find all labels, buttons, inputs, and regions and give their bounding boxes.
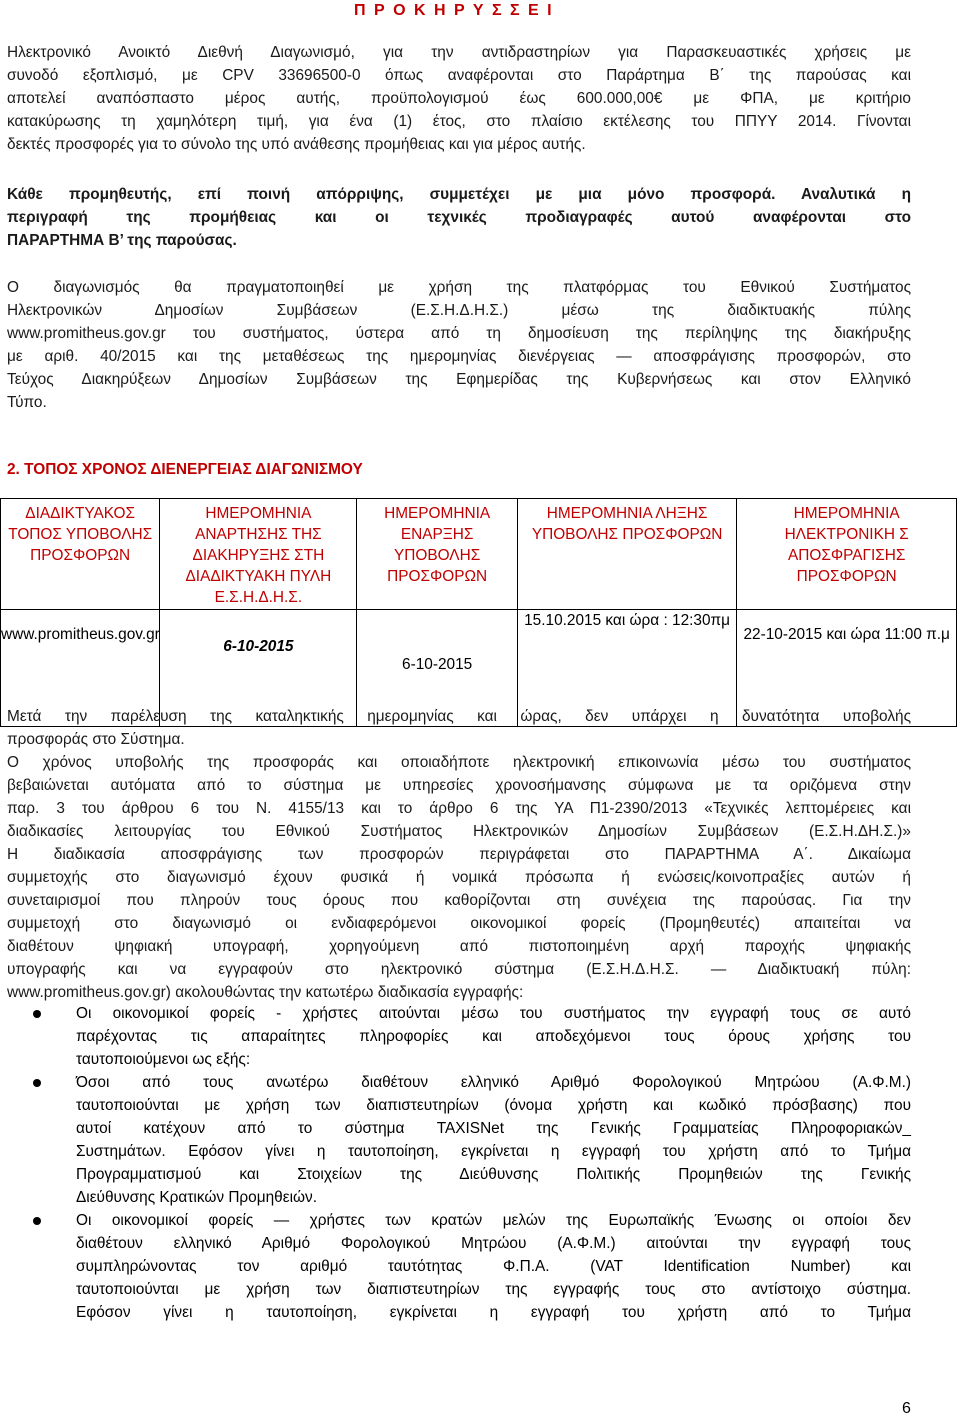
procedure-line: Ο χρόνος υποβολής της προσφοράς και οποιαδήποτε ηλεκτρονική επικοινωνία μέσω του συστήματος [7,754,911,771]
platform-line: Ηλεκτρονικών Δημοσίων Συμβάσεων (Ε.Σ.Η.Δ.Η.Σ.) μέσω της διαδικτυακής πύλης [7,302,911,319]
intro-line: Ηλεκτρονικό Ανοικτό Διεθνή Διαγωνισμό, για την αντιδραστηρίων για Παρασκευαστικές χρήσεις με [7,44,911,61]
intro-line: δεκτές προσφορές για το σύνολο της υπό ανάθεσης προμήθειας και για μέρος αυτής. [7,136,586,153]
procedure-line: παρ. 3 του άρθρου 6 του Ν. 4155/13 και το άρθρο 6 της ΥΑ Π1-2390/2013 «Τεχνικές λεπτομέρειες και [7,800,911,817]
header-cell: ΗΜΕΡΟΜΗΝΙΑ ΛΗΞΗΣ ΥΠΟΒΟΛΗΣ ΠΡΟΣΦΟΡΩΝ [517,499,737,610]
bullet-line: ταυτοποιούνται με χρήση των διαπιστευτηρίων (όνομα χρήστη και κωδικό πρόσβασης) που [76,1097,911,1114]
bullet-line: Διεύθυνσης Κρατικών Προμηθειών. [76,1189,317,1206]
list-item [0,1209,911,1324]
bullet-line: ταυτοποιούμενοι ως εξής: [76,1051,251,1068]
bullet-line: διαθέτουν ελληνικό Αριθμό Φορολογικού Μητρώου (Α.Φ.Μ.) αιτούνται την εγγραφή τους [76,1235,911,1252]
bullet-line: Οι οικονομικοί φορείς - χρήστες αιτούνται μέσω του συστήματος την εγγραφή τους σε αυτό [76,1005,911,1022]
intro-line: κατακύρωσης τη χαμηλότερη τιμή, για ένα (1) έτος, στο πλαίσιο εκτέλεσης του ΠΠΥΥ 2014. Γίνονται [7,113,911,130]
registration-steps-list [0,1002,911,1324]
bullet-line: παρέχοντας τις απαραίτητες πληροφορίες και αποδεχόμενοι τους όρους χρήσης του [76,1028,911,1045]
bullet-line: αυτοί κατέχουν από το σύστημα TAXISNet της Γενικής Γραμματείας Πληροφοριακών_ [76,1120,911,1137]
opening-date-cell: 22-10-2015 και ώρα 11:00 π.μ [737,610,957,727]
bullet-icon [33,1079,41,1087]
header-cell: ΗΜΕΡΟΜΗΝΙΑ ΕΝΑΡΞΗΣ ΥΠΟΒΟΛΗΣ ΠΡΟΣΦΟΡΩΝ [357,499,517,610]
platform-line: www.promitheus.gov.gr του συστήματος, ύστερα από τη δημοσίευση της περίληψης της διακήρυξης [7,325,911,342]
procedure-line: προσφοράς στο Σύστημα. [7,731,185,748]
bold-line: Κάθε προμηθευτής, επί ποινή απόρριψης, συμμετέχει με μια μόνο προσφορά. Αναλυτικά η [7,186,911,203]
bullet-line: ταυτοποιούνται με χρήση των διαπιστευτηρίων της εγγραφής τους στο αντίστοιχο σύστημα. [76,1281,911,1298]
header-cell: ΗΜΕΡΟΜΗΝΙΑ ΑΝΑΡΤΗΣΗΣ ΤΗΣ ΔΙΑΚΗΡΥΞΗΣ ΣΤΗ ΔΙΑΔΙΚΤΥΑΚΗ ΠΥΛΗ Ε.Σ.Η.Δ.Η.Σ. [160,499,357,610]
intro-paragraph [7,41,911,156]
bold-line: περιγραφή της προμήθειας και οι τεχνικές προδιαγραφές αυτού αναφέρονται στο [7,209,911,226]
bold-line: ΠΑΡΑΡΤΗΜΑ Β’ της παρούσας. [7,232,237,249]
procedure-line: υπογραφής και να εγγραφούν στο ηλεκτρονικό σύστημα (Ε.Σ.Η.Δ.Η.Σ. — Διαδικτυακή πύλη: [7,961,911,978]
procedure-line: διαδικασίες λειτουργίας του Εθνικού Συστήματος Ηλεκτρονικών Δημοσίων Συμβάσεων (Ε.Σ.Η.ΔΗ.Σ.)» [7,823,911,840]
platform-line: με αριθ. 40/2015 και της μεταθέσεως της ημερομηνίας διενέργειας — αποσφράγισης προσφορών, στο [7,348,911,365]
single-offer-paragraph [7,183,911,252]
end-date-cell: 15.10.2015 και ώρα : 12:30πμ [517,610,737,727]
bullet-icon [33,1217,41,1225]
bullet-line: Εφόσον γίνει η ταυτοποίηση, εγκρίνεται η εγγραφή του χρήστη από το Τμήμα [76,1304,911,1321]
list-item [0,1071,911,1209]
bullet-line: Όσοι από τους ανωτέρω διαθέτουν ελληνικό Αριθμό Φορολογικού Μητρώου (Α.Φ.Μ.) [76,1074,911,1091]
schedule-table [0,498,957,727]
procedure-line: συμμετοχής στο διαγωνισμό έχουν φυσικά ή νομικά πρόσωπα ή ενώσεις/κοινοπραξίες αυτών ή [7,869,911,886]
bullet-line: Οι οικονομικοί φορείς — χρήστες των κρατών μελών της Ευρωπαϊκής Ένωσης οι οποίοι δεν [76,1212,911,1229]
procedure-line: Η διαδικασία αποσφράγισης των προσφορών περιγράφεται στο ΠΑΡΑΡΤΗΜΑ Α΄. Δικαίωμα [7,846,911,863]
header-cell: ΔΙΑΔΙΚΤΥΑΚΟΣ ΤΟΠΟΣ ΥΠΟΒΟΛΗΣ ΠΡΟΣΦΟΡΩΝ [1,499,160,610]
bullet-line: Συστημάτων. Εφόσον γίνει η ταυτοποίηση, εγκρίνεται η εγγραφή του χρήστη από το Τμήμα [76,1143,911,1160]
start-date-cell: 6-10-2015 [357,610,517,727]
procedure-line: συνεταιρισμοί που πληρούν τους όρους που καθορίζονται στη συνέχεια της παρούσας. Για την [7,892,911,909]
bullet-line: Προγραμματισμού και Στοιχείων της Διεύθυνσης Πολιτικής Προμηθειών της Γενικής [76,1166,911,1183]
procedure-line: διαθέτουν ψηφιακή υπογραφή, χορηγούμενη από πιστοποιημένη αρχή παροχής ψηφιακής [7,938,911,955]
page-heading: Π Ρ Ο Κ Η Ρ Υ Σ Σ Ε Ι [354,2,554,19]
platform-paragraph [7,276,911,414]
submission-site-link[interactable]: www.promitheus.gov.gr [1,610,160,727]
platform-line: Τύπο. [7,394,47,411]
bullet-icon [33,1010,41,1018]
procedure-line: βεβαιώνεται αυτόματα από το σύστημα με υπηρεσίες χρονοσήμανσης σύμφωνα με τα οριζόμενα στην [7,777,911,794]
procedure-line: www.promitheus.gov.gr) ακολουθώντας την κατωτέρω διαδικασία εγγραφής: [7,984,524,1001]
list-item [0,1002,911,1071]
procedure-line: συμμετοχή στο διαγωνισμό οι ενδιαφερόμενοι οικονομικοί φορείς (Προμηθευτές) απαιτείται να [7,915,911,932]
header-cell: ΗΜΕΡΟΜΗΝΙΑ ΗΛΕΚΤΡΟΝΙΚΗ Σ ΑΠΟΣΦΡΑΓΙΣΗΣ ΠΡΟΣΦΟΡΩΝ [737,499,957,610]
platform-line: Τεύχος Διακηρύξεων Δημοσίων Συμβάσεων της Εφημερίδας της Κυβερνήσεως και στον Ελληνικό [7,371,911,388]
intro-line: συνοδό εξοπλισμό, με CPV 33696500-0 όπως αναφέρονται στο Παράρτημα Β΄ της παρούσας και [7,67,911,84]
posting-date-cell: 6-10-2015 [160,610,357,727]
section-title: 2. ΤΟΠΟΣ ΧΡΟΝΟΣ ΔΙΕΝΕΡΓΕΙΑΣ ΔΙΑΓΩΝΙΣΜΟΥ [7,461,363,478]
page-number: 6 [902,1400,911,1417]
bullet-line: συμπληρώνοντας τον αριθμό ταυτότητας Φ.Π.Α. (VAT Identification Number) και [76,1258,911,1275]
intro-line: αποτελεί αναπόσπαστο μέρος αυτής, προϋπολογισμού έως 600.000,00€ με ΦΠΑ, με κριτήριο [7,90,911,107]
procedure-line: Μετά την παρέλευση της καταληκτικής ημερομηνίας και ώρας, δεν υπάρχει η δυνατότητα υποβολής [7,708,911,725]
table-header-row [1,499,957,610]
procedure-paragraph [7,705,911,1004]
platform-line: Ο διαγωνισμός θα πραγματοποιηθεί με χρήση της πλατφόρμας του Εθνικού Συστήματος [7,279,911,296]
